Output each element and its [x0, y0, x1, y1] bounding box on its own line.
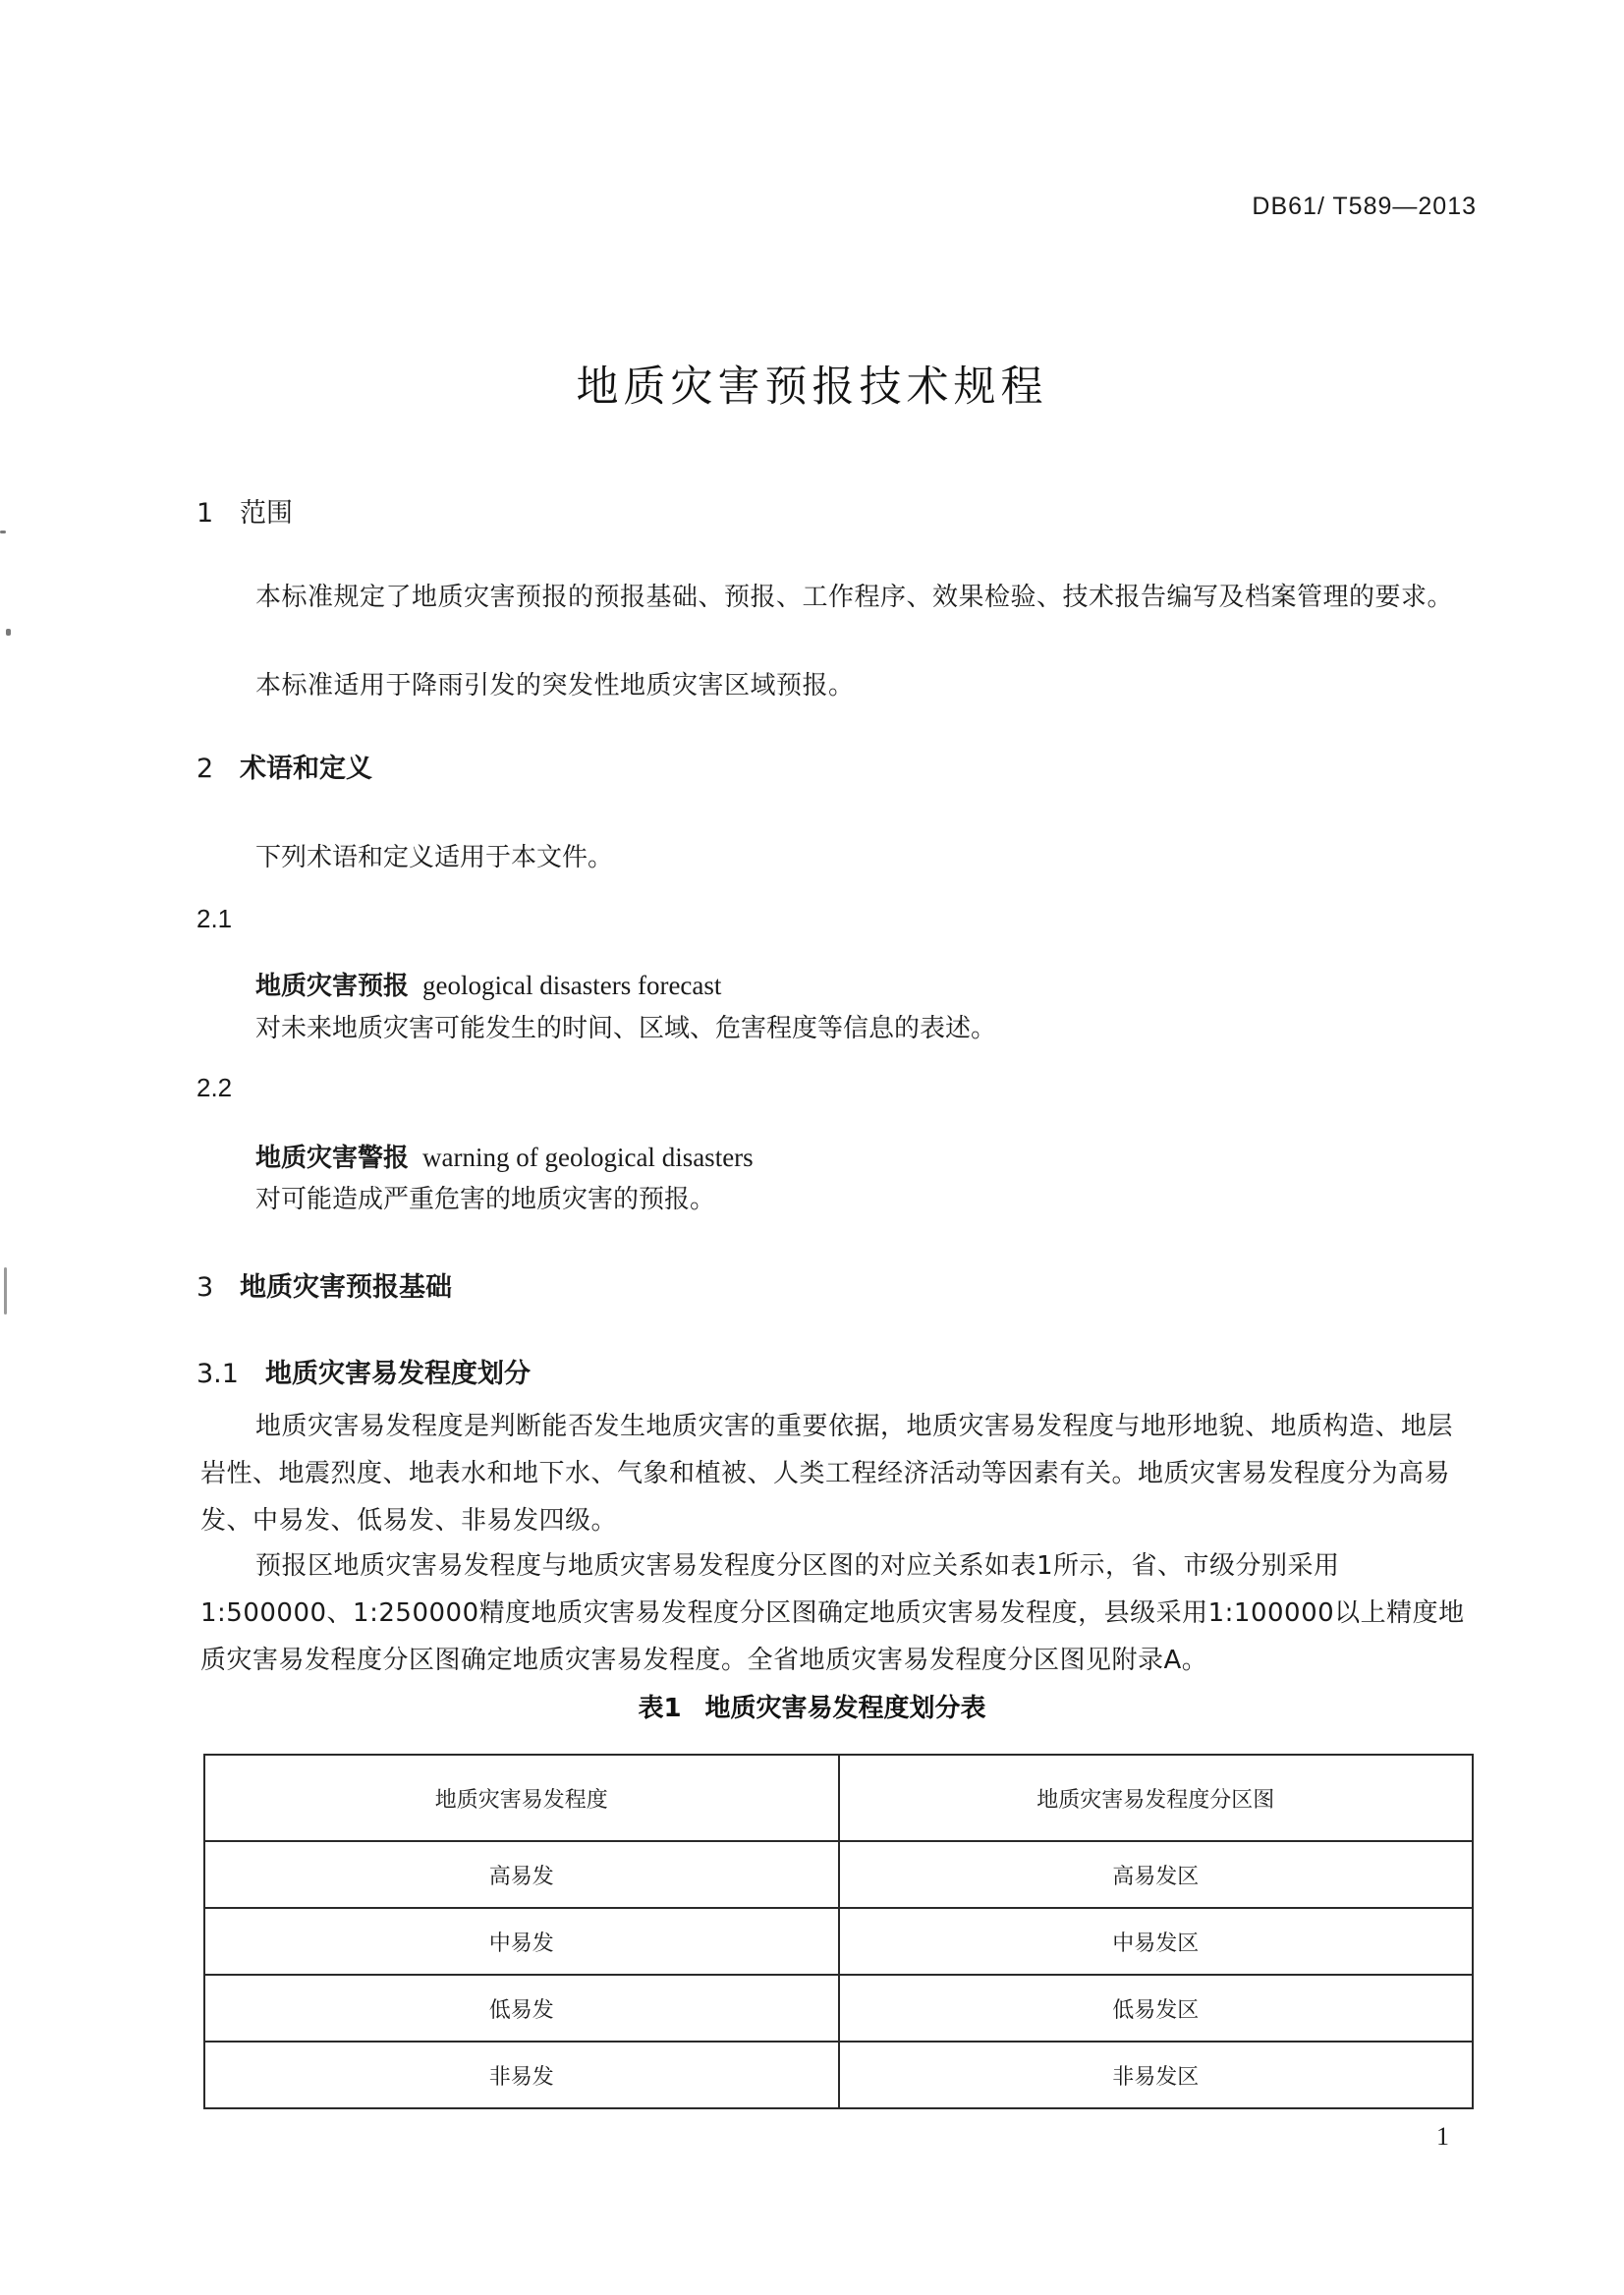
section-number: 2	[196, 754, 214, 784]
standard-code: DB61/ T589—2013	[1252, 193, 1477, 220]
paragraph: 下列术语和定义适用于本文件。	[255, 843, 614, 872]
term-definition: 对可能造成严重危害的地质灾害的预报。	[255, 1185, 716, 1214]
table-cell: 低易发	[204, 1975, 839, 2042]
table-row	[204, 1975, 1473, 2042]
section-heading-3	[196, 1265, 452, 1304]
susceptibility-table	[203, 1754, 1474, 2109]
section-title: 地质灾害预报基础	[240, 1272, 452, 1303]
scan-edge-mark	[0, 531, 6, 533]
section-title: 术语和定义	[240, 754, 372, 784]
paragraph: 本标准规定了地质灾害预报的预报基础、预报、工作程序、效果检验、技术报告编写及档案管理的要求。	[255, 583, 1454, 612]
table-cell: 低易发区	[839, 1975, 1474, 2042]
table-row	[204, 1908, 1473, 1975]
table-cell: 高易发	[204, 1841, 839, 1908]
table-cell: 非易发	[204, 2042, 839, 2108]
subsection-number: 3.1	[196, 1359, 239, 1389]
table-caption	[0, 1688, 1624, 1724]
table-header-row	[204, 1755, 1473, 1841]
table-row	[204, 1841, 1473, 1908]
term-definition: 对未来地质灾害可能发生的时间、区域、危害程度等信息的表述。	[255, 1014, 997, 1043]
document-title: 地质灾害预报技术规程	[576, 363, 1048, 412]
subsection-heading-3-1	[196, 1352, 531, 1390]
term-number: 2.1	[196, 904, 233, 933]
section-title: 范围	[240, 498, 293, 529]
term-chinese: 地质灾害预报	[255, 972, 410, 1001]
scan-edge-mark	[6, 629, 11, 636]
table-row	[204, 2042, 1473, 2108]
page-number: 1	[1436, 2122, 1449, 2151]
table-caption-title: 地质灾害易发程度划分表	[704, 1694, 986, 1723]
table-header-cell: 地质灾害易发程度	[204, 1755, 839, 1841]
paragraph: 预报区地质灾害易发程度与地质灾害易发程度分区图的对应关系如表1所示，省、市级分别采用1:500000、1:250000精度地质灾害易发程度分区图确定地质灾害易发程度，县级采用1:100000以上精度地质灾害易发程度分区图确定地质灾害易发程度。全省地质灾害易发程度分区图见附录A。	[200, 1551, 1465, 1675]
term-english: warning of geological disasters	[422, 1143, 754, 1172]
table-header-cell: 地质灾害易发程度分区图	[839, 1755, 1474, 1841]
paragraph: 本标准适用于降雨引发的突发性地质灾害区域预报。	[255, 671, 855, 700]
table-cell: 中易发	[204, 1908, 839, 1975]
table-caption-number: 表1	[638, 1694, 682, 1723]
section-number: 1	[196, 498, 214, 529]
term-entry	[255, 966, 721, 1002]
section-number: 3	[196, 1272, 214, 1303]
paragraph: 地质灾害易发程度是判断能否发生地质灾害的重要依据，地质灾害易发程度与地形地貌、地质构造、地层岩性、地震烈度、地表水和地下水、气象和植被、人类工程经济活动等因素有关。地质灾害易发程度分为高易发、中易发、低易发、非易发四级。	[200, 1412, 1454, 1536]
term-entry	[255, 1138, 754, 1174]
section-heading-2	[196, 747, 372, 785]
subsection-title: 地质灾害易发程度划分	[265, 1359, 531, 1389]
scan-edge-mark	[4, 1267, 7, 1315]
table-cell: 中易发区	[839, 1908, 1474, 1975]
term-english: geological disasters forecast	[422, 971, 722, 1000]
section-heading-1	[196, 491, 293, 530]
table-cell: 非易发区	[839, 2042, 1474, 2108]
term-number: 2.2	[196, 1073, 233, 1102]
term-chinese: 地质灾害警报	[255, 1144, 410, 1173]
table-cell: 高易发区	[839, 1841, 1474, 1908]
